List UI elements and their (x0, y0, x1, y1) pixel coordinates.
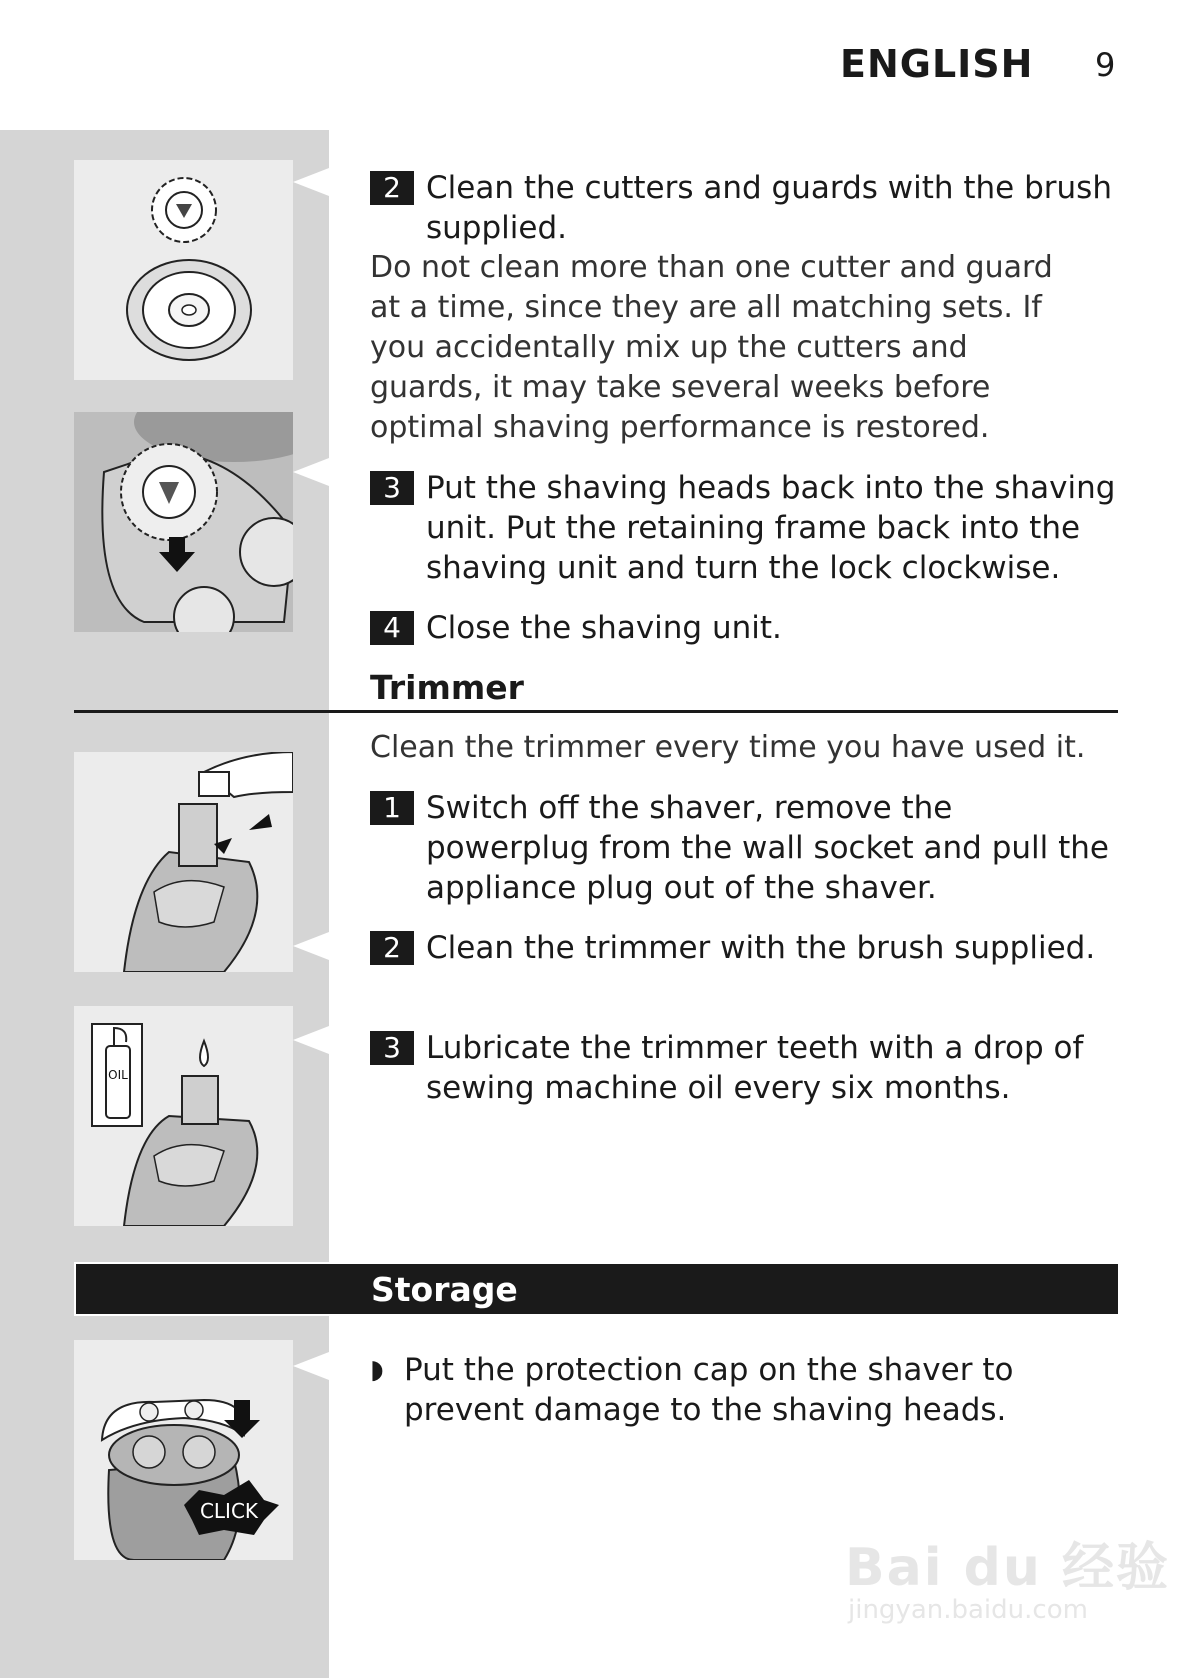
step-number: 4 (370, 611, 414, 645)
storage-heading: Storage (371, 1270, 518, 1309)
section-divider (74, 710, 1118, 713)
step-text: Clean the trimmer with the brush supplied. (426, 930, 1096, 966)
step-switch-off (370, 788, 1120, 908)
illustration-pointer (293, 932, 329, 960)
storage-bullet-item (370, 1350, 1120, 1430)
step-text: Close the shaving unit. (426, 610, 782, 646)
step-reassemble (370, 468, 1120, 588)
storage-section-bar (74, 1262, 1120, 1316)
step-number: 1 (370, 791, 414, 825)
storage-instruction: Put the protection cap on the shaver to prevent damage to the shaving heads. (404, 1352, 1014, 1428)
watermark-brand: Bai du 经验 (845, 1538, 1170, 1598)
illustration-pointer (293, 168, 329, 196)
step-number: 2 (370, 171, 414, 205)
bullet-mark: ◗ (370, 1355, 384, 1385)
trimmer-oil-illustration (74, 1006, 293, 1226)
cleaning-note: Do not clean more than one cutter and guard at a time, since they are all matching sets. If you accidentally mix up the cutters and guards, it may take several weeks before optimal shaving performance is restored. (370, 250, 1053, 445)
step-number: 2 (370, 931, 414, 965)
step-text: Switch off the shaver, remove the powerplug from the wall socket and pull the appliance plug out of the shaver. (426, 790, 1109, 906)
step-close-unit (370, 608, 1120, 648)
page-number: 9 (1095, 46, 1116, 84)
trimmer-intro: Clean the trimmer every time you have used it. (370, 730, 1086, 765)
step-text: Put the shaving heads back into the shaving unit. Put the retaining frame back into the shaving unit and turn the lock clockwise. (426, 470, 1116, 586)
illustration-pointer (293, 1026, 329, 1054)
shaving-unit-illustration (74, 412, 293, 632)
step-text: Lubricate the trimmer teeth with a drop of sewing machine oil every six months. (426, 1030, 1084, 1106)
trimmer-brush-illustration (74, 752, 293, 972)
cutter-guard-illustration (74, 160, 293, 380)
step-clean-cutters (370, 168, 1120, 248)
step-text: Clean the cutters and guards with the brush supplied. (426, 170, 1112, 246)
oil-label: OIL (108, 1068, 128, 1082)
illustration-pointer (293, 458, 329, 486)
step-clean-trimmer (370, 928, 1120, 968)
step-lubricate (370, 1028, 1120, 1108)
protection-cap-illustration (74, 1340, 293, 1560)
illustration-pointer (293, 1352, 329, 1380)
step-number: 3 (370, 471, 414, 505)
step-number: 3 (370, 1031, 414, 1065)
language-heading: ENGLISH (840, 42, 1034, 86)
trimmer-heading: Trimmer (370, 668, 524, 707)
click-label: CLICK (199, 1499, 259, 1523)
watermark-url: jingyan.baidu.com (848, 1595, 1088, 1625)
